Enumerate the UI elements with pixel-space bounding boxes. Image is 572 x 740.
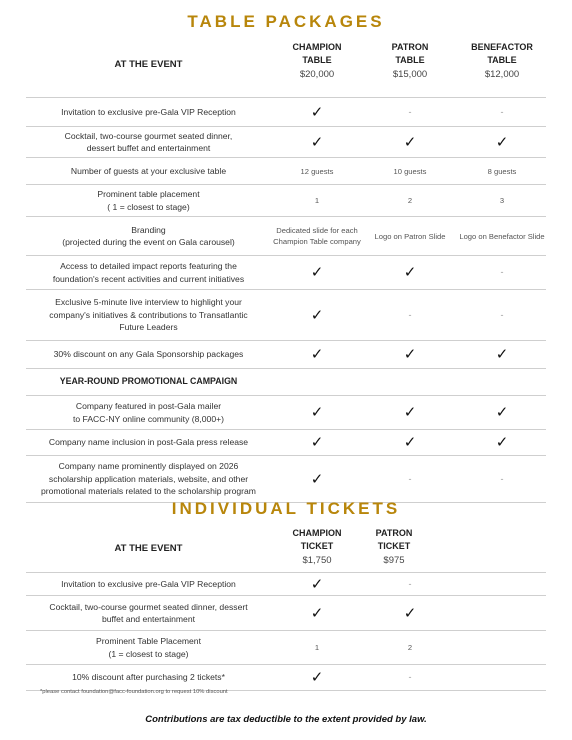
row-label: 10% discount after purchasing 2 tickets*	[72, 672, 225, 683]
row-label: Prominent Table Placement (1 = closest to stage)	[96, 636, 201, 659]
dash-icon: -	[408, 473, 412, 484]
row-cell	[456, 185, 548, 216]
dash-icon: -	[500, 267, 504, 277]
row-cell	[271, 396, 363, 429]
row-cell	[271, 430, 363, 455]
dash-icon: -	[408, 309, 412, 320]
column-name: PATRON	[391, 42, 429, 52]
dash-icon: -	[408, 578, 412, 589]
row-cell	[364, 573, 456, 595]
row-cell	[364, 256, 456, 289]
row-cell	[364, 341, 456, 368]
row-label: Access to detailed impact reports featuring the foundation's recent activities and current initiatives	[52, 261, 245, 284]
row-cell	[364, 396, 456, 429]
individual-tickets-header	[26, 527, 546, 572]
cell-value: Logo on Benefactor Slide	[459, 231, 545, 241]
row-label: Cocktail, two-course gourmet seated dinner, dessert buffet and entertainment	[64, 130, 233, 153]
event-header: AT THE EVENT	[114, 59, 183, 70]
row-cell	[364, 665, 456, 690]
column-champion-table	[271, 41, 363, 81]
check-icon: ✓	[495, 403, 509, 421]
row-label: Company featured in post-Gala mailer to FACC-NY online community (8,000+)	[72, 401, 224, 424]
table-row	[26, 97, 546, 126]
row-label: 30% discount on any Gala Sponsorship packages	[53, 349, 244, 360]
table-row	[26, 255, 546, 289]
column-price: $15,000	[392, 69, 428, 80]
cell-value: 10 guests	[393, 166, 427, 176]
event-header: AT THE EVENT	[114, 543, 183, 554]
row-cell	[456, 396, 548, 429]
table-row	[26, 455, 546, 502]
row-cell	[456, 98, 548, 126]
row-cell	[271, 185, 363, 216]
promo-subsection	[26, 368, 546, 395]
row-label: Company name inclusion in post-Gala press release	[48, 437, 249, 448]
row-cell	[271, 665, 363, 690]
individual-tickets-title: INDIVIDUAL TICKETS	[171, 499, 401, 518]
table-row	[26, 126, 546, 157]
row-label: Invitation to exclusive pre-Gala VIP Reception	[61, 578, 236, 589]
row-cell	[271, 217, 363, 255]
row-cell	[456, 456, 548, 502]
discount-note: *please contact foundation@facc-foundation.org to request 10% discount	[40, 689, 228, 695]
column-price: $12,000	[484, 69, 520, 80]
check-icon: ✓	[310, 433, 324, 451]
check-icon: ✓	[403, 345, 417, 363]
check-icon: ✓	[310, 574, 324, 593]
promo-subsection-title: YEAR-ROUND PROMOTIONAL CAMPAIGN	[59, 376, 238, 386]
table-row	[26, 395, 546, 429]
row-label: Branding (projected during the event on Gala carousel)	[62, 224, 235, 247]
check-icon: ✓	[310, 102, 324, 121]
table-row	[26, 289, 546, 340]
row-cell	[364, 158, 456, 184]
table-row	[26, 429, 546, 455]
cell-value: 2	[407, 643, 413, 652]
row-cell	[271, 127, 363, 157]
row-cell	[456, 256, 548, 289]
cell-value: 12 guests	[300, 166, 334, 176]
check-icon: ✓	[310, 668, 324, 686]
row-cell	[364, 185, 456, 216]
row-cell	[271, 456, 363, 502]
check-icon: ✓	[310, 403, 324, 421]
table-row	[26, 184, 546, 216]
column-benefactor-table	[456, 41, 548, 81]
dash-icon: -	[500, 309, 504, 320]
dash-icon: -	[500, 106, 504, 117]
check-icon: ✓	[495, 433, 509, 451]
row-cell	[271, 341, 363, 368]
individual-tickets-table	[26, 527, 546, 691]
table-row	[26, 157, 546, 184]
check-icon: ✓	[310, 345, 324, 363]
cell-value: 1	[314, 643, 320, 652]
row-cell	[271, 158, 363, 184]
row-cell	[271, 256, 363, 289]
check-icon: ✓	[310, 132, 324, 151]
column-price: $20,000	[299, 69, 335, 80]
column-price: $975	[383, 555, 405, 566]
promo-rows	[26, 395, 546, 502]
row-label: Number of guests at your exclusive table	[70, 165, 227, 176]
cell-value: Logo on Patron Slide	[374, 231, 446, 241]
row-label: Prominent table placement ( 1 = closest to stage)	[97, 189, 200, 212]
cell-value: 1	[314, 196, 320, 205]
row-cell	[364, 217, 456, 255]
table-row	[26, 664, 546, 690]
table-row	[26, 216, 546, 255]
row-cell	[364, 456, 456, 502]
row-cell	[456, 341, 548, 368]
row-label: Company name prominently displayed on 2026 scholarship application materials, website, and other promotional materials related to the scholarship program	[41, 461, 256, 497]
table-row	[26, 595, 546, 630]
check-icon: ✓	[403, 132, 417, 151]
row-cell	[271, 596, 363, 630]
column-name: TABLE	[395, 55, 425, 65]
row-cell	[364, 127, 456, 157]
dash-icon: -	[408, 672, 412, 682]
tax-footer: Contributions are tax deductible to the extent provided by law.	[145, 714, 427, 725]
column-name: PATRON	[375, 528, 413, 538]
row-cell	[364, 98, 456, 126]
row-cell	[271, 573, 363, 595]
cell-value: 2	[407, 196, 413, 205]
column-patron-table	[364, 41, 456, 81]
column-name: TICKET	[377, 541, 411, 551]
row-cell	[271, 98, 363, 126]
table-packages-title: TABLE PACKAGES	[187, 12, 385, 31]
column-name: TICKET	[300, 541, 334, 551]
check-icon: ✓	[403, 263, 417, 281]
check-icon: ✓	[403, 603, 417, 622]
row-label: Invitation to exclusive pre-Gala VIP Reception	[61, 106, 236, 117]
column-name: TABLE	[302, 55, 332, 65]
check-icon: ✓	[495, 345, 509, 363]
row-cell	[456, 430, 548, 455]
table-packages-header	[26, 41, 546, 97]
table-row	[26, 630, 546, 664]
column-name: CHAMPION	[292, 528, 342, 538]
row-cell	[364, 290, 456, 340]
column-patron-ticket	[348, 527, 440, 567]
row-label: Cocktail, two-course gourmet seated dinner, dessert buffet and entertainment	[49, 601, 248, 624]
row-cell	[456, 158, 548, 184]
column-name: BENEFACTOR	[471, 42, 533, 52]
row-cell	[364, 631, 456, 664]
cell-value: 8 guests	[487, 166, 517, 176]
table-row	[26, 340, 546, 368]
check-icon: ✓	[495, 132, 509, 151]
individual-tickets-rows	[26, 572, 546, 690]
check-icon: ✓	[310, 603, 324, 622]
check-icon: ✓	[310, 305, 324, 324]
row-cell	[456, 290, 548, 340]
table-packages-rows	[26, 97, 546, 368]
row-cell	[456, 217, 548, 255]
check-icon: ✓	[403, 403, 417, 421]
check-icon: ✓	[310, 469, 324, 488]
table-row	[26, 572, 546, 595]
dash-icon: -	[408, 106, 412, 117]
column-name: TABLE	[487, 55, 517, 65]
row-cell	[364, 430, 456, 455]
row-cell	[271, 631, 363, 664]
cell-value: 3	[499, 196, 505, 205]
row-cell	[271, 290, 363, 340]
row-cell	[456, 127, 548, 157]
column-price: $1,750	[302, 555, 332, 566]
column-name: CHAMPION	[292, 42, 342, 52]
row-cell	[364, 596, 456, 630]
table-packages-table	[26, 41, 546, 503]
dash-icon: -	[500, 473, 504, 484]
check-icon: ✓	[310, 263, 324, 281]
row-label: Exclusive 5-minute live interview to highlight your company's initiatives & contributions to Transatlantic Future Leaders	[49, 297, 248, 333]
cell-value: Dedicated slide for each Champion Table company	[273, 226, 361, 246]
check-icon: ✓	[403, 433, 417, 451]
